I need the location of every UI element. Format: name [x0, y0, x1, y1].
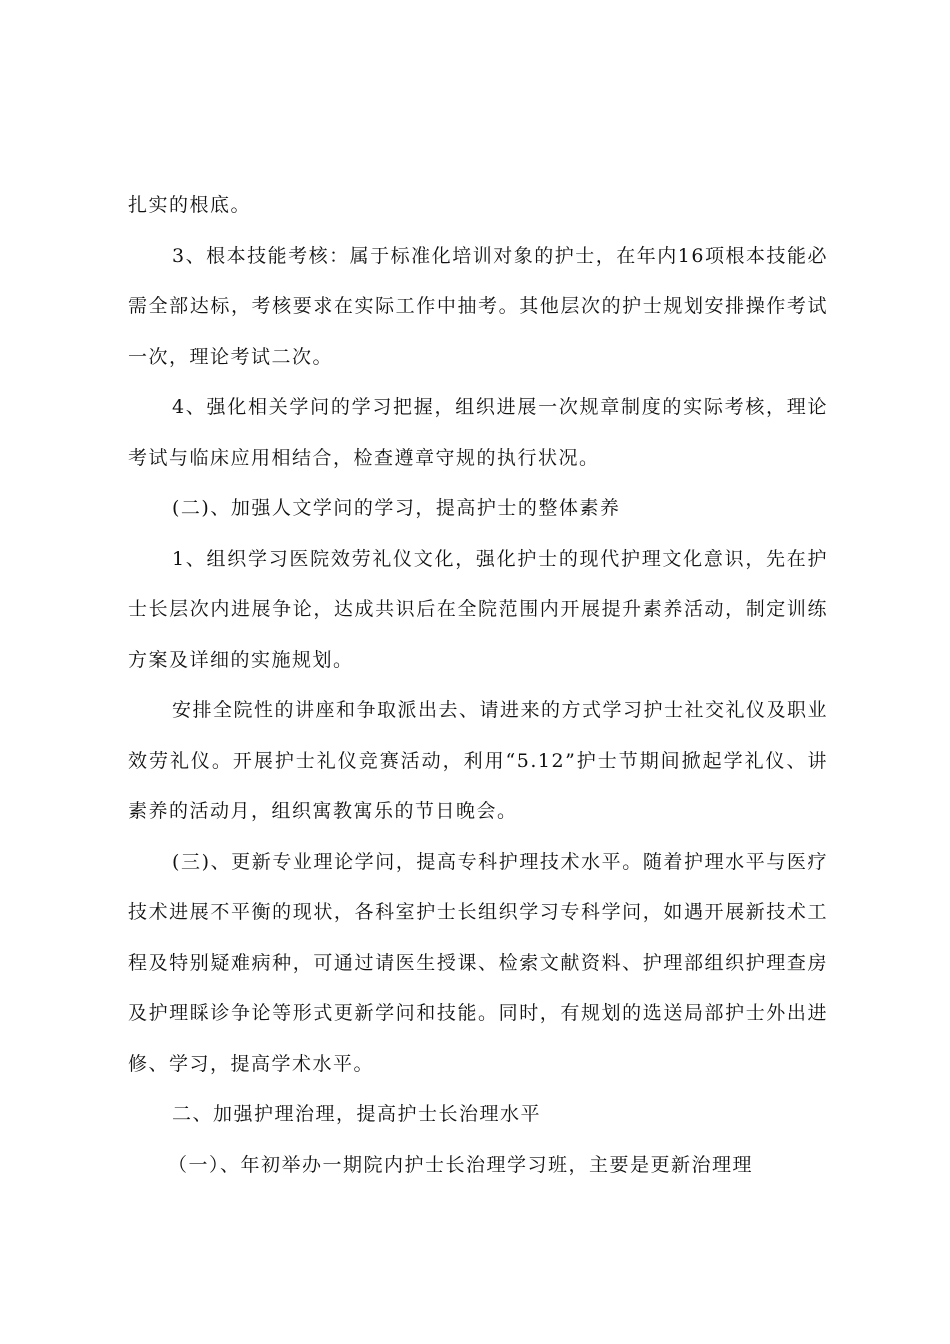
paragraph-professional-theory: (三)、更新专业理论学问，提高专科护理技术水平。随着护理水平与医疗技术进展不平衡的现状，各科室护士长组织学习专科学问，如遇开展新技术工程及特别疑难病种，可通过请医生授课、检索文献资料、护理部组织护理查房及护理睬诊争论等形式更新学问和技能。同时，有规划的选送局部护士外出进修、学习，提高学术水平。	[128, 850, 828, 1075]
paragraph-knowledge-study: 4、强化相关学问的学习把握，组织进展一次规章制度的实际考核，理论考试与临床应用相结合，检查遵章守规的执行状况。	[128, 396, 828, 469]
paragraph-training-class: （一）、年初举办一期院内护士长治理学习班，主要是更新治理理	[168, 1153, 754, 1176]
paragraph-skill-assessment: 3、根本技能考核：属于标准化培训对象的护士，在年内16项根本技能必需全部达标，考核要求在实际工作中抽考。其他层次的护士规划安排操作考试一次，理论考试二次。	[128, 244, 828, 368]
document-body	[128, 180, 828, 1190]
paragraph-etiquette-culture: 1、组织学习医院效劳礼仪文化，强化护士的现代护理文化意识，先在护士长层次内进展争论，达成共识后在全院范围内开展提升素养活动，制定训练方案及详细的实施规划。	[128, 547, 828, 671]
section-heading-humanities: (二)、加强人文学问的学习，提高护士的整体素养	[172, 497, 621, 519]
section-heading-management: 二、加强护理治理，提高护士长治理水平	[172, 1103, 542, 1125]
paragraph-lectures: 安排全院性的讲座和争取派出去、请进来的方式学习护士社交礼仪及职业效劳礼仪。开展护士礼仪竞赛活动，利用“5.12”护士节期间掀起学礼仪、讲素养的活动月，组织寓教寓乐的节日晚会。	[128, 699, 829, 822]
paragraph-continuation: 扎实的根底。	[128, 194, 252, 216]
